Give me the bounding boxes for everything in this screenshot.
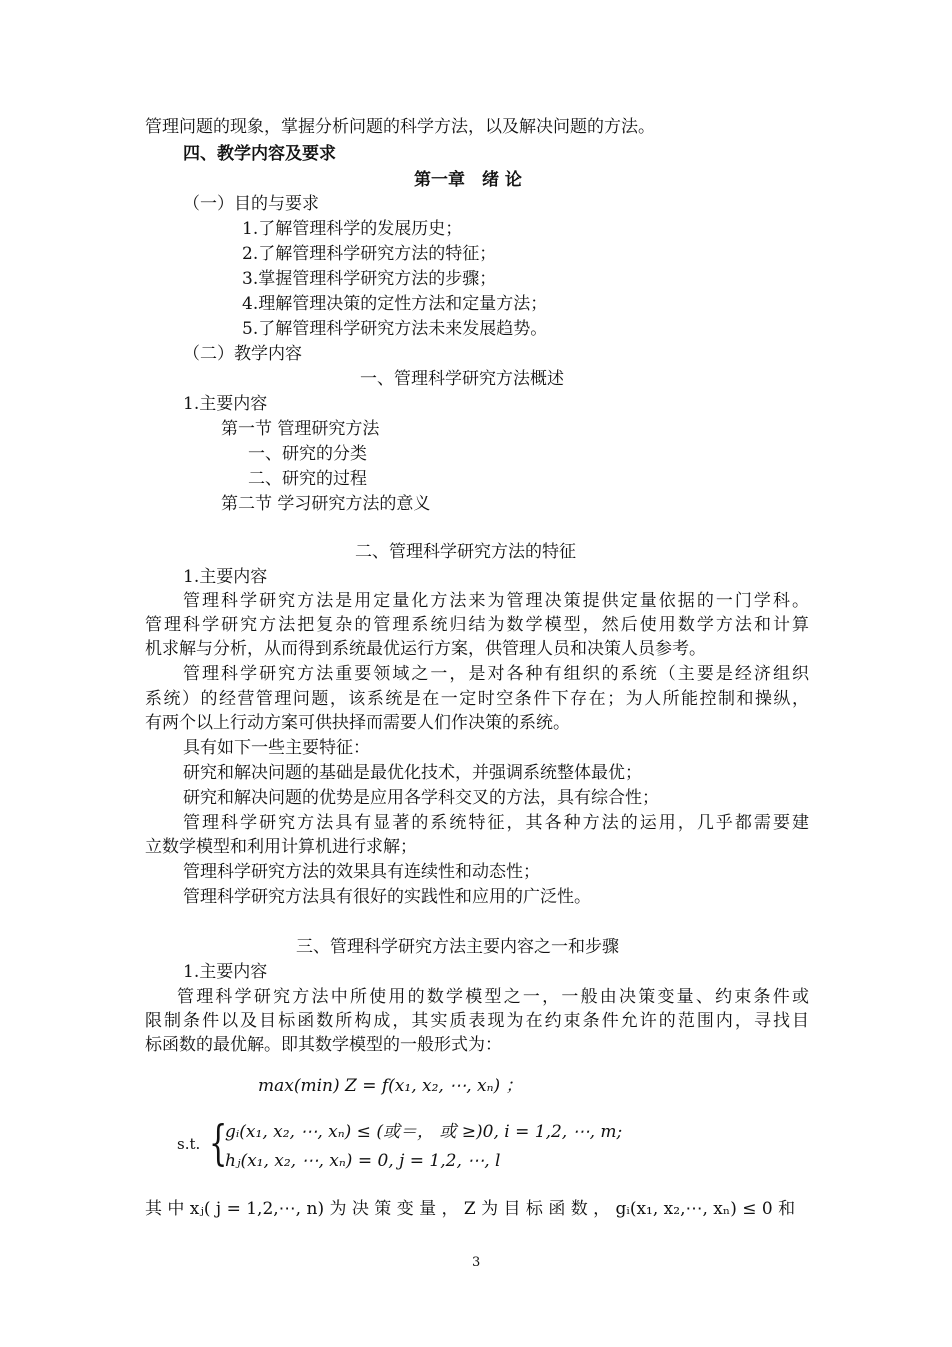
list-item: 1.了解管理科学的发展历史； <box>242 219 463 239</box>
paragraph-line: 标函数的最优解。即其数学模型的一般形式为： <box>145 1035 502 1055</box>
text-line: 1.主要内容 <box>183 962 268 982</box>
text-line: 二、研究的过程 <box>248 469 367 489</box>
paragraph-line: 管理科学研究方法是用定量化方法来为管理决策提供定量依据的一门学科。 <box>183 591 809 611</box>
paragraph-line: 管理科学研究方法把复杂的管理系统归结为数学模型，然后使用数学方法和计算 <box>145 615 809 635</box>
feature-item: 管理科学研究方法的效果具有连续性和动态性； <box>183 862 540 882</box>
text-line: 管理问题的现象，掌握分析问题的科学方法，以及解决问题的方法。 <box>145 117 655 137</box>
chapter-title: 第一章 绪 论 <box>414 170 522 190</box>
list-item: 2.了解管理科学研究方法的特征； <box>242 244 497 264</box>
text-line: 第二节 学习研究方法的意义 <box>221 494 431 514</box>
text-line: 具有如下一些主要特征： <box>183 738 370 758</box>
paragraph-line: 管理科学研究方法重要领域之一，是对各种有组织的系统（主要是经济组织 <box>183 664 809 684</box>
feature-item: 管理科学研究方法具有很好的实践性和应用的广泛性。 <box>183 887 591 907</box>
paragraph-line: 管理科学研究方法中所使用的数学模型之一，一般由决策变量、约束条件或 <box>177 987 809 1007</box>
feature-item: 研究和解决问题的优势是应用各学科交叉的方法，具有综合性； <box>183 788 659 808</box>
list-item: 5.了解管理科学研究方法未来发展趋势。 <box>242 319 548 339</box>
subsection-heading: （一）目的与要求 <box>183 194 319 214</box>
topic-title: 二、管理科学研究方法的特征 <box>355 542 576 562</box>
page-number: 3 <box>472 1255 481 1270</box>
brace-symbol: { <box>209 1115 228 1171</box>
text-line: 一、研究的分类 <box>248 444 367 464</box>
formula-constraint: gᵢ(x₁, x₂, ⋯, xₙ) ≤ (或＝， 或 ≥)0, i = 1,2, ⋯, m; <box>225 1122 623 1142</box>
paragraph-line: 机求解与分析，从而得到系统最优运行方案，供管理人员和决策人员参考。 <box>145 639 706 659</box>
paragraph-line: 限制条件以及目标函数所构成，其实质表现为在约束条件允许的范围内，寻找目 <box>145 1011 809 1031</box>
text-line: 其 中 xⱼ( j = 1,2,⋯, n) 为 决 策 变 量 ， Z 为 目 标 函 数 ， gᵢ(x₁, x₂,⋯, xₙ) ≤ 0 和 <box>145 1199 796 1219</box>
list-item: 3.掌握管理科学研究方法的步骤； <box>242 269 497 289</box>
topic-title: 一、管理科学研究方法概述 <box>360 369 564 389</box>
paragraph-line: 系统）的经营管理问题，该系统是在一定时空条件下存在；为人所能控制和操纵， <box>145 689 809 709</box>
feature-item: 立数学模型和利用计算机进行求解； <box>145 837 417 857</box>
text-line: 第一节 管理研究方法 <box>221 419 380 439</box>
formula-objective: max(min) Z = f(x₁, x₂, ⋯, xₙ) ； <box>258 1076 523 1096</box>
subsection-heading: （二）教学内容 <box>183 344 302 364</box>
formula-st-label: s.t. <box>177 1135 201 1153</box>
feature-item: 研究和解决问题的基础是最优化技术，并强调系统整体最优； <box>183 763 642 783</box>
formula-constraint: hⱼ(x₁, x₂, ⋯, xₙ) = 0, j = 1,2, ⋯, l <box>225 1151 501 1171</box>
text-line: 1.主要内容 <box>183 394 268 414</box>
paragraph-line: 有两个以上行动方案可供抉择而需要人们作决策的系统。 <box>145 713 570 733</box>
section-heading: 四、教学内容及要求 <box>183 144 336 164</box>
feature-item: 管理科学研究方法具有显著的系统特征，其各种方法的运用，几乎都需要建 <box>183 813 809 833</box>
list-item: 4.理解管理决策的定性方法和定量方法； <box>242 294 548 314</box>
topic-title: 三、管理科学研究方法主要内容之一和步骤 <box>296 937 619 957</box>
text-line: 1.主要内容 <box>183 567 268 587</box>
